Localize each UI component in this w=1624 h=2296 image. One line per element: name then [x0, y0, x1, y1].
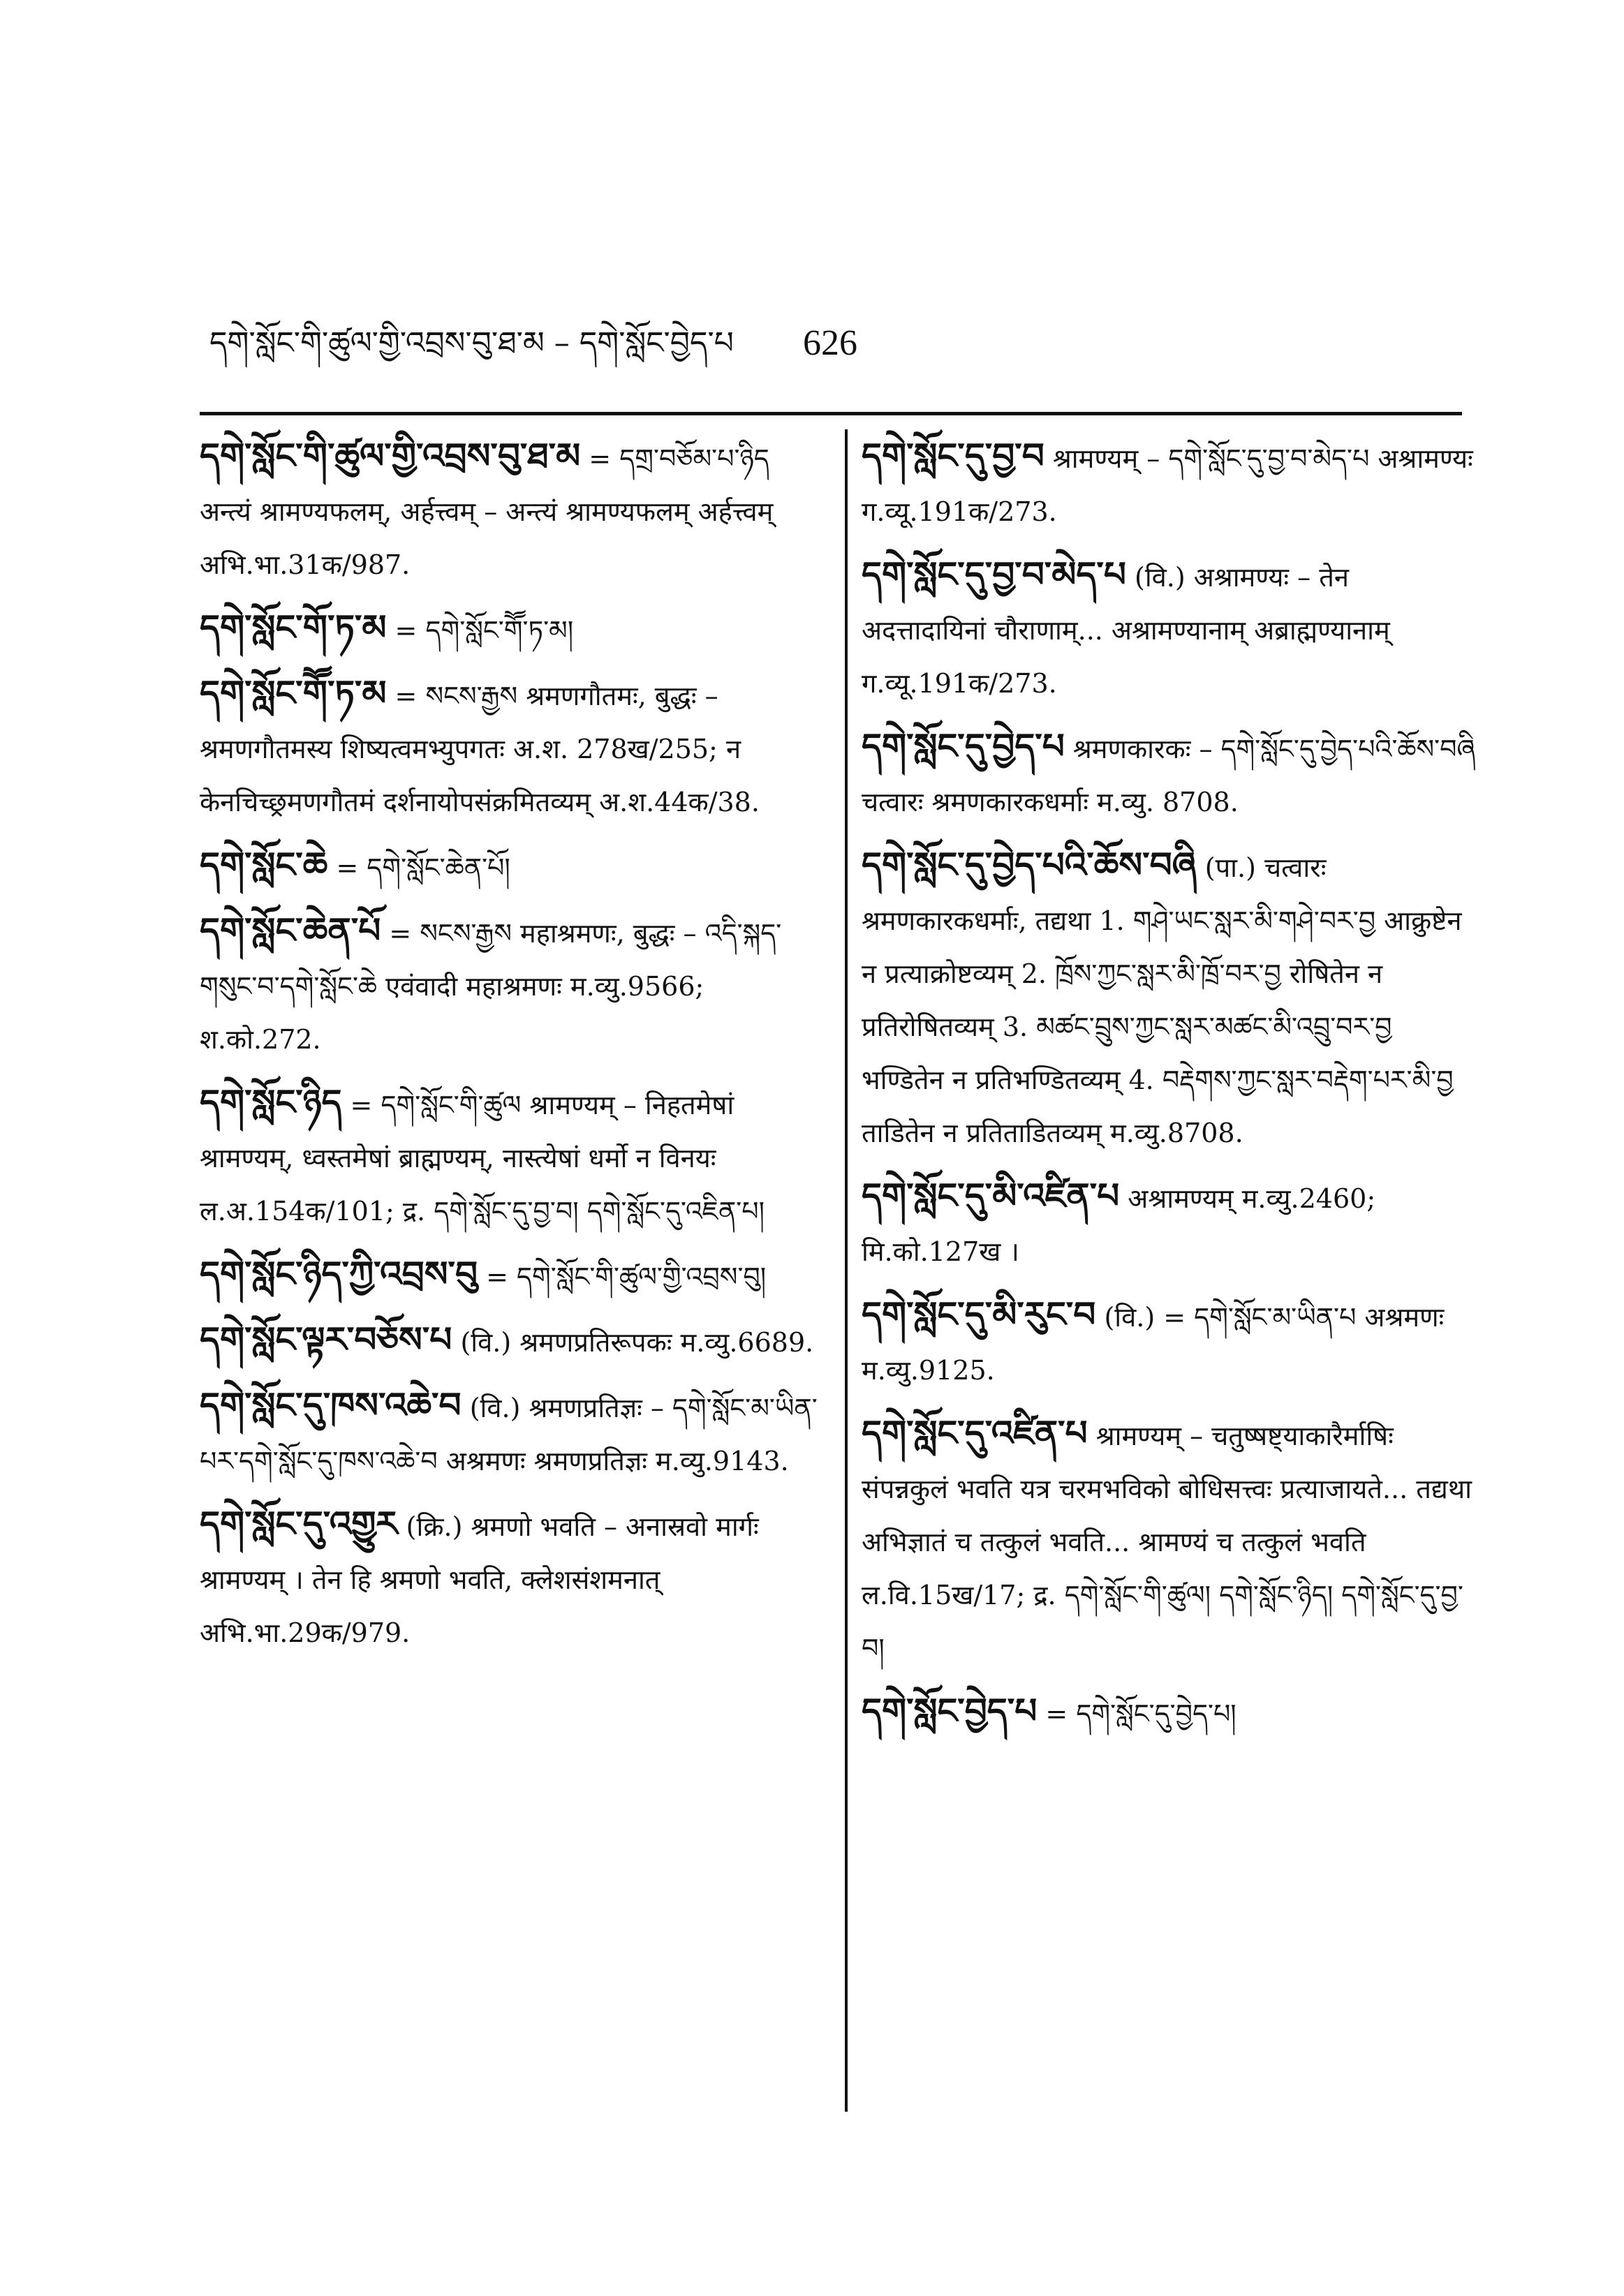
dictionary-entry — [200, 429, 821, 591]
entry-body: = སངས་རྒྱས महाश्रमणः, बुद्धः – འདི་སྐད་གསུང་བ་དགེ་སློང་ཆེ एवंवादी महाश्रमणः म.व्यु.9566; श.को.272. — [200, 918, 782, 1055]
entry-body: (वि.) अश्रामण्यः – तेन अदत्तादायिनां चौराणाम्... अश्रामण्यानाम् अब्राह्मण्यानाम् ग.व्यू.191क/273. — [862, 562, 1390, 699]
running-head — [209, 316, 1257, 371]
dictionary-entry — [862, 548, 1479, 710]
dictionary-entry — [200, 1379, 821, 1488]
dictionary-entry — [200, 667, 821, 829]
entry-body: = དགེ་སློང་ཆེན་པོ། — [336, 852, 510, 883]
dictionary-entry — [862, 1169, 1479, 1278]
dictionary-entry — [862, 720, 1479, 829]
headword: དགེ་སློང་དུ་འཛིན་པ — [862, 1413, 1088, 1453]
headword: དགེ་སློང་གི་ཚུལ་གྱི་འབྲས་བུ་ཐ་མ — [200, 436, 581, 476]
left-column — [200, 429, 821, 1669]
entry-body: (वि.) = དགེ་སློང་མ་ཡིན་པ अश्रमणः म.व्यु.9125. — [862, 1302, 1445, 1386]
headword: དགེ་སློང་ཆེ — [200, 845, 328, 885]
headword: དགེ་སློང་དུ་ཁས་འཆེ་བ — [200, 1385, 462, 1425]
dictionary-entry — [862, 1288, 1479, 1397]
dictionary-entry — [862, 838, 1479, 1160]
dictionary-entry — [200, 1313, 821, 1369]
headword: དགེ་སློང་དུ་བྱེད་པ — [862, 726, 1065, 766]
headword: དགེ་སློང་དུ་མི་འཛིན་པ — [862, 1176, 1120, 1216]
entry-body: = དགེ་སློང་དུ་བྱེད་པ། — [1045, 1698, 1237, 1729]
headword: དགེ་སློང་དུ་བྱེད་པའི་ཆོས་བཞི — [862, 845, 1197, 885]
entry-body: (वि.) श्रमणप्रतिरूपकः म.व्यु.6689. — [460, 1327, 814, 1358]
headword: དགེ་སློང་བྱེད་པ — [862, 1691, 1038, 1731]
entry-body: श्रमणकारकः – དགེ་སློང་དུ་བྱེད་པའི་ཆོས་བཞི चत्वारः श्रमणकारकधर्माः म.व्यु. 8708. — [862, 734, 1476, 817]
headword: དགེ་སློང་ཉིད་ཀྱི་འབྲས་བུ — [200, 1254, 478, 1294]
dictionary-entry — [200, 1497, 821, 1659]
headword: དགེ་སློང་གོ་ཏ་མ — [200, 607, 387, 648]
entry-body: = དགེ་སློང་གི་ཚུལ་གྱི་འབྲས་བུ། — [486, 1261, 767, 1292]
dictionary-entry — [200, 904, 821, 1066]
headword: དགེ་སློང་དུ་བྱ་བ — [862, 436, 1044, 476]
header-rule — [200, 412, 1462, 415]
headword: དགེ་སློང་དུ་མི་རུང་བ — [862, 1294, 1096, 1335]
page-number: 626 — [803, 323, 857, 363]
entry-body: श्रामण्यम् – चतुष्षष्ट्याकारैर्माषिः संपन्नकुलं भवति यत्र चरमभविको बोधिसत्त्वः प्रत्याजायते... तद्यथा अभिज्ञातं च तत्कुलं भवति... श्रामण्यं च तत्कुलं भवति ल.वि.15ख/17; द्र. དགེ་སློང་གི་ཚུལ། དགེ་སློང་ཉིད། དགེ་སློང་དུ་བྱ་བ། — [862, 1421, 1472, 1664]
dictionary-entry — [200, 1247, 821, 1303]
entry-body: (पा.) चत्वारः श्रमणकारकधर्माः, तद्यथा 1. གཤེ་ཡང་སླར་མི་གཤེ་བར་བྱ आक्रुष्टेन न प्रत्याक्रोष्टव्यम् 2. ཁྲོས་ཀྱང་སླར་མི་ཁྲོ་བར་བྱ रोषितेन न प्रतिरोषितव्यम् 3. མཚང་བྲུས་ཀྱང་སླར་མཚང་མི་འབྲུ་བར་བྱ भण्डितेन न प्रतिभण्डितव्यम् 4. བརྡེགས་ཀྱང་སླར་བརྡེག་པར་མི་བྱ ताडितेन न प्रतिताडितव्यम् म.व्यु.8708. — [862, 852, 1462, 1148]
headword: དགེ་སློང་ལྟར་བཅོས་པ — [200, 1319, 452, 1360]
headword: དགེ་སློང་གཽ་ཏ་མ — [200, 673, 387, 713]
entry-body: (क्रि.) श्रमणो भवति – अनास्रवो मार्गः श्रामण्यम् । तेन हि श्रमणो भवति, क्लेशसंशमनात् अभि.भा.29क/979. — [200, 1511, 759, 1648]
entry-body: = དགྲ་བཅོམ་པ་ཉིད अन्त्यं श्रामण्यफलम्, अर्हत्त्वम् – अन्त्यं श्रामण्यफलम् अर्हत्त्वम् अभि.भा.31क/987. — [200, 443, 774, 580]
dictionary-entry — [862, 429, 1479, 538]
dictionary-entry — [200, 601, 821, 657]
dictionary-entry — [862, 1684, 1479, 1740]
entry-body: = དགེ་སློང་གི་ཚུལ श्रामण्यम् – निहतमेषां श्रामण्यम्, ध्वस्तमेषां ब्राह्मण्यम्, नास्त्येषां धर्मो न विनयः ल.अ.154क/101; द्र. དགེ་སློང་དུ་བྱ་བ། དགེ་སློང་དུ་འཇིན་པ། — [200, 1090, 765, 1227]
entry-body: = དགེ་སློང་གཽ་ཏ་མ། — [394, 615, 574, 646]
entry-body: अश्रामण्यम् म.व्यु.2460; मि.को.127ख । — [862, 1183, 1376, 1267]
dictionary-entry — [200, 1076, 821, 1238]
headword: དགེ་སློང་ཉིད — [200, 1082, 342, 1123]
entry-body: (वि.) श्रमणप्रतिज्ञः – དགེ་སློང་མ་ཡིན་པར་དགེ་སློང་དུ་ཁས་འཆེ་བ अश्रमणः श्रमणप्रतिज्ञः म.व्यु.9143. — [200, 1393, 818, 1476]
running-head-text: དགེ་སློང་གི་ཚུལ་གྱི་འབྲས་བུ་ཐ་མ – དགེ་སློང་བྱེད་པ — [209, 325, 734, 361]
entry-body: = སངས་རྒྱས श्रमणगौतमः, बुद्धः – श्रमणगौतमस्य शिष्यत्वमभ्युपगतः अ.श. 278ख/255; न केनचिच्छ्रमणगौतमं दर्शनायोपसंक्रमितव्यम् अ.श.44क/38. — [200, 681, 760, 817]
right-column — [845, 429, 1479, 2112]
headword: དགེ་སློང་དུ་འགྱུར — [200, 1504, 398, 1544]
dictionary-entry — [200, 838, 821, 894]
entry-body: श्रामण्यम् – དགེ་སློང་དུ་བྱ་བ་མེད་པ अश्रामण्यः ग.व्यू.191क/273. — [862, 443, 1473, 527]
dictionary-entry — [862, 1407, 1479, 1675]
headword: དགེ་སློང་དུ་བྱ་བ་མེད་པ — [862, 554, 1126, 595]
headword: དགེ་སློང་ཆེན་པོ — [200, 910, 381, 951]
